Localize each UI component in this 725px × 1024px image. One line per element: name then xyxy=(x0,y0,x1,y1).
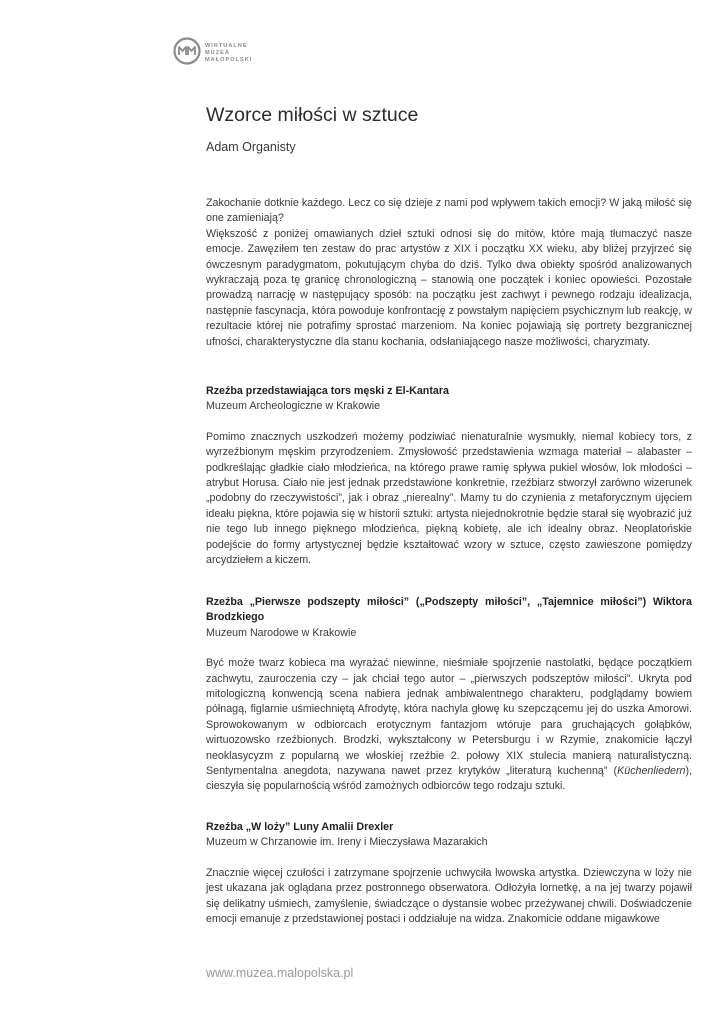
section-body xyxy=(206,656,692,795)
site-logo[interactable] xyxy=(172,36,292,76)
artwork-section xyxy=(206,384,692,568)
article-title: Wzorce miłości w sztuce xyxy=(206,104,419,126)
logo-line-1: WIRTUALNE xyxy=(205,43,248,49)
section-body: Pomimo znacznych uszkodzeń możemy podziwiać nienaturalnie wysmukły, niemal kobiecy tors, z wyrzeźbionym męskim przyrodzeniem. Zmysłowość przedstawienia wzmaga materiał – alabaster – podkreślając gładkie ciało młodzieńca, na którego prawe ramię spływa pukiel włosów, lok młodości – atrybut Horusa. Ciało nie jest jednak przedstawione konkretnie, rzeźbiarz stworzył zarówno wizerunek „podobny do rzeczywistości”, jak i obraz „nierealny”. Mamy tu do czynienia z metaforycznym ujęciem ideału piękna, które pojawia się w historii sztuki: artysta niejednokrotnie będzie starał się wyobrazić już nie tego lub innego pięknego młodzieńca, piękną kobietę, ale ich idealny obraz. Neoplatońskie podejście do formy artystycznej będzie kształtować wzory w sztuce, często zawieszone pomiędzy arcydziełem a kiczem. xyxy=(206,430,692,567)
artwork-section xyxy=(206,820,692,927)
section-museum: Muzeum w Chrzanowie im. Ireny i Mieczysława Mazarakich xyxy=(206,836,488,849)
footer-url[interactable]: www.muzea.malopolska.pl xyxy=(206,966,354,980)
article-intro xyxy=(206,196,692,350)
section-title: Rzeźba przedstawiająca tors męski z El-Kantara xyxy=(206,385,449,397)
section-title: Rzeźba „Pierwsze podszepty miłości” („Podszepty miłości”, „Tajemnice miłości”) Wiktora Brodzkiego xyxy=(206,596,692,624)
section-museum: Muzeum Narodowe w Krakowie xyxy=(206,626,357,639)
body-text: Być może twarz kobieca ma wyrażać niewinne, nieśmiałe spojrzenie nastolatki, będące początkiem zachwytu, zauroczenia czy – jak chciał tego autor – „pierwszych podszeptów miłości”. Ukryta pod mitologiczną konwencją scena nabiera jednak ambiwalentnego charakteru, podglądamy bowiem półnagą, figlarnie uśmiechniętą Afrodytę, która nachyla głowę ku szepczącemu jej do uszka Amorowi. Sprowokowanym w odbiorcach erotycznym fantazjom wtóruje para gruchających gołąbków, wirtuozowsko rzeźbionych. Brodzki, wykształcony w Petersburgu i w Rzymie, znakomicie łączył neoklasycyzm z popularną we włoskiej rzeźbie 2. połowy XIX stulecia manierą naturalistyczną. Sentymentalna anegdota, nazywana nawet przez krytyków „literaturą kuchenną” ( xyxy=(206,657,692,778)
section-body: Znacznie więcej czułości i zatrzymane spojrzenie uchwyciła lwowska artystka. Dziewczyna w loży nie jest ukazana jak oglądana przez postronnego obserwatora. Odłożyła lornetkę, a na jej twarzy pojawił się delikatny uśmiech, zamyślenie, świadczące o dystansie wobec przeżywanej chwili. Doświadczenie emocji emanuje z przedstawionej postaci i oddziałuje na widza. Znakomicie oddane migawkowe xyxy=(206,866,692,926)
section-title: Rzeźba „W loży” Luny Amalii Drexler xyxy=(206,821,394,833)
intro-paragraph: Zakochanie dotknie każdego. Lecz co się dzieje z nami pod wpływem takich emocji? W jaką miłość się one zamieniają? xyxy=(206,197,692,225)
wmm-logo-icon xyxy=(172,36,202,66)
logo-wordmark xyxy=(205,43,252,64)
body-text: ), cieszyła się popularnością wśród zamożnych odbiorców tego rodzaju sztuki. xyxy=(206,765,692,793)
logo-line-2: MUZEA xyxy=(205,50,230,56)
logo-line-3: MAŁOPOLSKI xyxy=(205,57,253,63)
section-museum: Muzeum Archeologiczne w Krakowie xyxy=(206,400,381,413)
intro-paragraph: Większość z poniżej omawianych dzieł sztuki odnosi się do mitów, które mają tłumaczyć nasze emocje. Zawęziłem ten zestaw do prac artystów z XIX i początku XX wieku, aby bliżej przyjrzeć się ówczesnym paradygmatom, pokutującym chyba do dziś. Tylko dwa obiekty spośród analizowanych wykraczają poza tę granicę chronologiczną – stanowią one początek i koniec opowieści. Pozostałe prowadzą narrację w następujący sposób: na początku jest zachwyt i pewnego rodzaju idealizacja, następnie fascynacja, która powoduje konfrontację z powstałym napięciem psychicznym lub reakcję, w rezultacie której nie potrafimy sprostać marzeniom. Na koniec pojawiają się portrety bezgranicznej ufności, charakterystyczne dla stanu kochania, odsłaniającego nasze możliwości, charyzmaty. xyxy=(206,227,692,348)
article-author: Adam Organisty xyxy=(206,140,296,154)
artwork-section xyxy=(206,595,692,795)
body-italic-term: Küchenliedern xyxy=(617,765,686,778)
